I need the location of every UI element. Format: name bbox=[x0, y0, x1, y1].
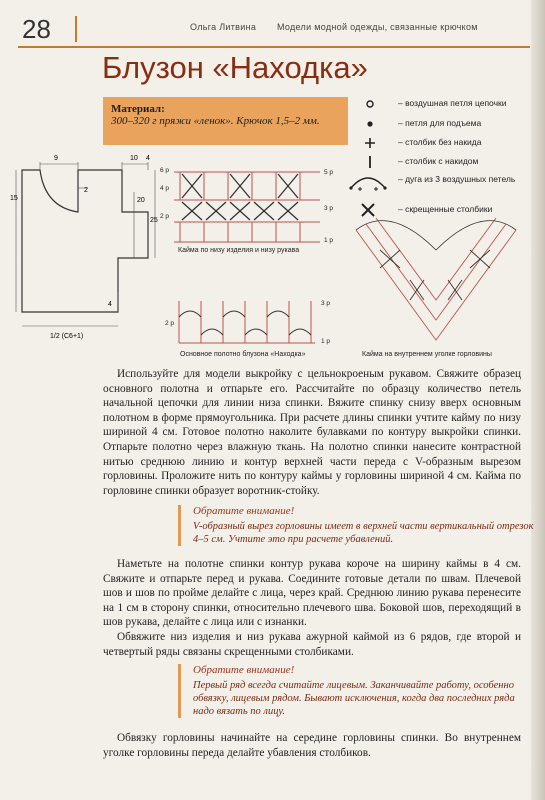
legend-text: – столбик без накида bbox=[398, 137, 482, 147]
bar-icon bbox=[362, 154, 378, 170]
row-label: 1 р bbox=[324, 237, 334, 244]
body-text: Наметьте на полотне спинки контур рукава короче на ширину каймы в 4 см. Свяжите и отпарьте перед и рукава. Соедините готовые детали по швам. Плечевой шов и шов по пройме делайте с лица, через край. Среднюю линию рукава перенесите на 1 см в сторону спинки, относительно плечевого шва. Боковой шов, переходящий в шов рукава, делайте с лица или с изнанки. bbox=[103, 558, 521, 629]
dim-label: 25 bbox=[150, 217, 158, 224]
dim-label: 4 bbox=[146, 155, 150, 162]
body-text: Используйте для модели выкройку с цельнокроеным рукавом. Свяжите образец основного полотна и отпарьте его. Рассчитайте по образцу количество петель начальной цепочки для линии низа спинки. Вяжите спинку снизу вверх основным полотном в форме прямоугольника. При расчете длины спинки учтите кайму по низу шириной 4 см. Готовое полотно наколите булавками по контуру выкройки спинки. Отпарьте полотно через влажную ткань. На полотно спинки нанесите контрастной нитью среднюю линию и контур верхней части переда с V-образным вырезом горловины. Проложите нить по контуру каймы у горловины шириной 4 см. Кайма по горловине спинки образует воротник-стойку. bbox=[103, 368, 521, 497]
material-label: Материал: bbox=[111, 103, 165, 115]
note-text: Первый ряд всегда считайте лицевым. Заканчивайте работу, особенно обвязку, лицевым рядом. Бывают исключения, когда два последних ряда надо вязать по лицу. bbox=[193, 680, 515, 717]
garment-schematic bbox=[10, 152, 160, 342]
running-header-rule bbox=[18, 16, 530, 48]
dim-label: 10 bbox=[130, 155, 138, 162]
note-box-2 bbox=[178, 664, 538, 718]
page-number-separator bbox=[75, 16, 77, 42]
main-fabric-chart bbox=[165, 295, 345, 351]
material-box bbox=[103, 97, 348, 145]
arc-icon bbox=[348, 170, 388, 194]
circle-icon bbox=[362, 96, 378, 112]
neckline-corner-chart bbox=[350, 210, 522, 350]
dim-label: 20 bbox=[137, 197, 145, 204]
row-label: 3 р bbox=[321, 300, 331, 307]
running-header bbox=[190, 22, 496, 32]
legend-text: – петля для подъема bbox=[398, 118, 482, 128]
paragraph-4 bbox=[103, 731, 521, 760]
page-number: 28 bbox=[22, 14, 51, 44]
paragraph-1 bbox=[103, 367, 521, 498]
caption-main-fabric: Основное полотно блузона «Находка» bbox=[180, 351, 306, 358]
page-title: Блузон «Находка» bbox=[102, 50, 368, 85]
legend-item-dc bbox=[360, 154, 535, 170]
row-label: 5 р bbox=[324, 169, 334, 176]
paragraph-2 bbox=[103, 557, 521, 659]
material-text: 300–320 г пряжи «ленок». Крючок 1,5–2 мм. bbox=[111, 115, 320, 127]
row-label: 4 р bbox=[160, 185, 170, 192]
row-label: 2 р bbox=[160, 213, 170, 220]
legend-text: – столбик с накидом bbox=[398, 156, 479, 166]
legend-item-arc bbox=[360, 172, 535, 196]
body-text: Обвяжите низ изделия и низ рукава ажурной каймой из 6 рядов, где второй и четвертый ряды связаны скрещенными столбиками. bbox=[103, 630, 521, 658]
row-label: 1 р bbox=[321, 338, 331, 345]
running-header-author: Ольга Литвина bbox=[190, 22, 257, 32]
dim-label: 2 bbox=[84, 187, 88, 194]
dim-label: 15 bbox=[10, 195, 18, 202]
legend-item-lift bbox=[360, 116, 535, 132]
legend-text: – воздушная петля цепочки bbox=[398, 98, 507, 108]
caption-neckline-corner: Кайма на внутреннем уголке горловины bbox=[362, 351, 492, 358]
dim-label: 4 bbox=[108, 301, 112, 308]
dim-label: 9 bbox=[54, 155, 58, 162]
legend-text: – дуга из 3 воздушных петель bbox=[398, 174, 516, 184]
note-heading: Обратите внимание! bbox=[193, 664, 295, 676]
running-header-book-title: Модели модной одежды, связанные крючком bbox=[276, 22, 478, 32]
row-label: 3 р bbox=[324, 205, 334, 212]
legend-item-chain bbox=[360, 96, 535, 112]
note-text: V-образный вырез горловины имеет в верхней части вертикальный отрезок 4–5 см. Учтите это при расчете убавлений. bbox=[193, 521, 534, 545]
row-label: 2 р bbox=[165, 320, 175, 327]
legend-text: – скрещенные столбики bbox=[398, 204, 493, 214]
dot-icon bbox=[362, 116, 378, 132]
row-label: 6 р bbox=[160, 167, 170, 174]
edging-chart bbox=[160, 160, 350, 256]
body-text: Обвязку горловины начинайте на середине горловины спинки. Во внутреннем уголке горловины переда делайте убавления столбиков. bbox=[103, 732, 521, 759]
legend-item-sc bbox=[360, 135, 535, 151]
note-box-1 bbox=[178, 505, 538, 546]
caption-edging: Кайма по низу изделия и низу рукава bbox=[178, 247, 300, 254]
note-heading: Обратите внимание! bbox=[193, 505, 295, 517]
dim-label: 1/2 (С6+1) bbox=[50, 333, 84, 340]
plus-icon bbox=[362, 135, 378, 151]
